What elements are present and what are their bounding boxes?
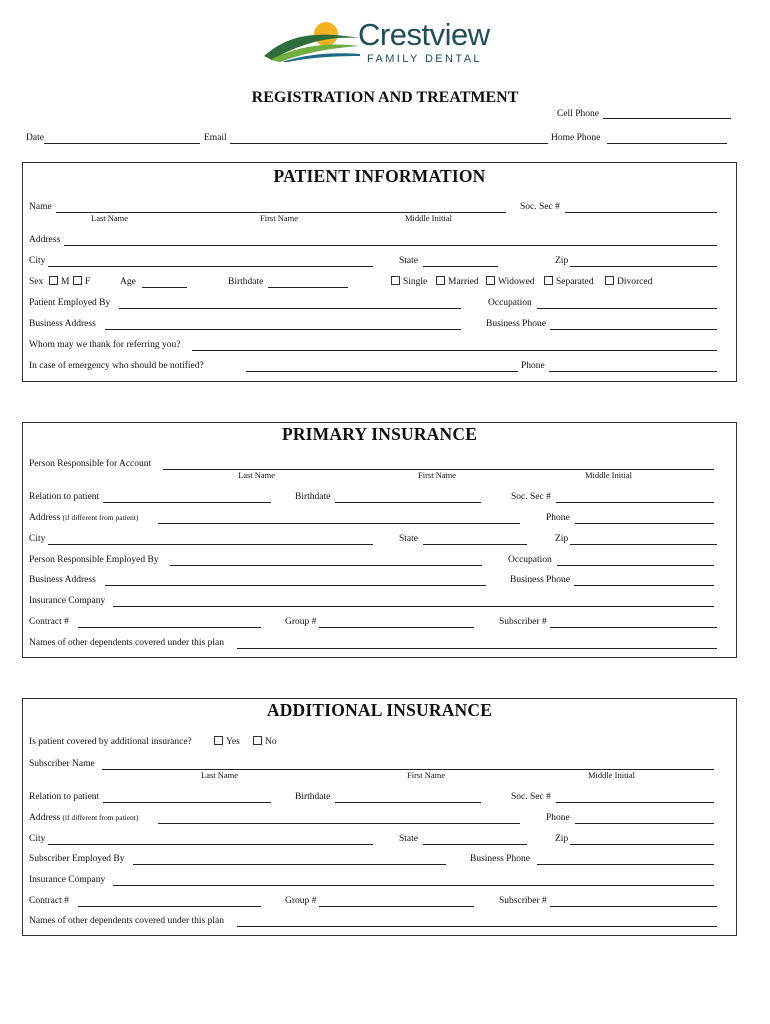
- zip-label: Zip: [555, 834, 569, 844]
- group-label: Group #: [285, 896, 317, 906]
- cell-phone-field[interactable]: [603, 118, 731, 119]
- separated-option[interactable]: Separated: [544, 276, 593, 288]
- emergency-label: In case of emergency who should be notified?: [29, 361, 204, 371]
- business-address-label: Business Address: [29, 319, 96, 329]
- state-field[interactable]: [423, 844, 527, 845]
- dependents-field[interactable]: [237, 926, 717, 927]
- city-field[interactable]: [48, 544, 373, 545]
- city-label: City: [29, 834, 46, 844]
- last-name-caption: Last Name: [201, 770, 239, 780]
- sex-m-option[interactable]: M: [49, 276, 69, 288]
- employed-by-label: Patient Employed By: [29, 298, 111, 308]
- relation-label: Relation to patient: [29, 492, 100, 502]
- age-label: Age: [120, 277, 136, 287]
- soc-sec-label: Soc. Sec #: [511, 492, 551, 502]
- emergency-phone-field[interactable]: [549, 371, 717, 372]
- patient-birthdate-field[interactable]: [268, 287, 348, 288]
- logo: [262, 14, 512, 72]
- last-name-caption: Last Name: [238, 470, 276, 480]
- business-phone-label: Business Phone: [486, 319, 546, 329]
- single-option[interactable]: Single: [391, 276, 427, 288]
- patient-soc-sec-field[interactable]: [565, 212, 717, 213]
- checkbox-icon[interactable]: [544, 276, 553, 285]
- name-label: Name: [29, 202, 52, 212]
- patient-section-title: PATIENT INFORMATION: [273, 166, 486, 186]
- date-field[interactable]: [44, 143, 200, 144]
- insurance-company-label: Insurance Company: [29, 875, 106, 885]
- logo-brand: Crestview: [358, 17, 490, 52]
- date-label: Date: [26, 133, 44, 143]
- patient-occupation-field[interactable]: [537, 308, 717, 309]
- dependents-label: Names of other dependents covered under this plan: [29, 916, 224, 926]
- checkbox-icon[interactable]: [49, 276, 58, 285]
- home-phone-label: Home Phone: [551, 133, 601, 143]
- patient-information-section: [22, 162, 737, 382]
- city-field[interactable]: [48, 844, 373, 845]
- checkbox-icon[interactable]: [73, 276, 82, 285]
- responsible-label: Person Responsible for Account: [29, 459, 152, 469]
- subscriber-field[interactable]: [550, 906, 717, 907]
- insurance-company-field[interactable]: [113, 606, 714, 607]
- group-field[interactable]: [319, 627, 474, 628]
- address-label: Address (if different from patient): [29, 513, 139, 523]
- dependents-label: Names of other dependents covered under this plan: [29, 638, 224, 648]
- address-label: Address: [29, 235, 61, 245]
- emergency-contact-field[interactable]: [246, 371, 518, 372]
- patient-state-field[interactable]: [423, 266, 498, 267]
- additional-insurance-section: [22, 698, 737, 936]
- covered-no-option[interactable]: No: [253, 736, 277, 748]
- state-field[interactable]: [423, 544, 527, 545]
- email-field[interactable]: [230, 143, 548, 144]
- first-name-caption: First Name: [260, 213, 299, 223]
- patient-business-address-field[interactable]: [105, 329, 461, 330]
- divorced-option[interactable]: Divorced: [605, 276, 652, 288]
- employed-by-label: Person Responsible Employed By: [29, 555, 159, 565]
- occupation-field[interactable]: [557, 565, 714, 566]
- email-label: Email: [204, 133, 227, 143]
- first-name-caption: First Name: [418, 470, 457, 480]
- birthdate-field[interactable]: [335, 802, 481, 803]
- additional-section-title: ADDITIONAL INSURANCE: [266, 700, 493, 720]
- contract-field[interactable]: [78, 906, 261, 907]
- subscriber-field[interactable]: [550, 627, 717, 628]
- relation-label: Relation to patient: [29, 792, 100, 802]
- cell-phone-label: Cell Phone: [557, 109, 599, 119]
- logo-tagline: FAMILY DENTAL: [367, 53, 482, 65]
- phone-field[interactable]: [575, 523, 714, 524]
- birthdate-label: Birthdate: [295, 492, 331, 502]
- sex-label: Sex: [29, 277, 44, 287]
- address-field[interactable]: [158, 823, 520, 824]
- patient-city-field[interactable]: [48, 266, 373, 267]
- occupation-label: Occupation: [508, 555, 552, 565]
- zip-label: Zip: [555, 534, 569, 544]
- zip-field[interactable]: [570, 844, 714, 845]
- middle-initial-caption: Middle Initial: [585, 470, 632, 480]
- business-phone-label: Business Phone: [510, 575, 570, 585]
- patient-age-field[interactable]: [142, 287, 187, 288]
- city-label: City: [29, 256, 46, 266]
- logo-mark-icon: [262, 16, 362, 62]
- page-title: REGISTRATION AND TREATMENT: [251, 89, 519, 106]
- state-label: State: [399, 834, 418, 844]
- zip-label: Zip: [555, 256, 569, 266]
- employed-by-label: Subscriber Employed By: [29, 854, 125, 864]
- sex-f-option[interactable]: F: [73, 276, 90, 288]
- soc-sec-label: Soc. Sec #: [520, 202, 560, 212]
- contract-field[interactable]: [78, 627, 261, 628]
- checkbox-icon[interactable]: [391, 276, 400, 285]
- occupation-label: Occupation: [488, 298, 532, 308]
- group-field[interactable]: [319, 906, 474, 907]
- covered-label: Is patient covered by additional insurance?: [29, 737, 192, 747]
- checkbox-icon[interactable]: [605, 276, 614, 285]
- phone-field[interactable]: [575, 823, 714, 824]
- subscriber-label: Subscriber #: [499, 896, 547, 906]
- contract-label: Contract #: [29, 896, 69, 906]
- middle-initial-caption: Middle Initial: [588, 770, 635, 780]
- checkbox-icon[interactable]: [486, 276, 495, 285]
- contract-label: Contract #: [29, 617, 69, 627]
- business-address-label: Business Address: [29, 575, 96, 585]
- home-phone-field[interactable]: [607, 143, 727, 144]
- dependents-field[interactable]: [237, 648, 717, 649]
- insurance-company-label: Insurance Company: [29, 596, 106, 606]
- employed-by-field[interactable]: [170, 565, 482, 566]
- address-field[interactable]: [158, 523, 520, 524]
- business-phone-field[interactable]: [574, 585, 714, 586]
- first-name-caption: First Name: [407, 770, 446, 780]
- address-label: Address (if different from patient): [29, 813, 139, 823]
- primary-insurance-section: [22, 422, 737, 658]
- state-label: State: [399, 534, 418, 544]
- patient-zip-field[interactable]: [570, 266, 717, 267]
- zip-field[interactable]: [570, 544, 717, 545]
- relation-field[interactable]: [103, 802, 271, 803]
- phone-label: Phone: [546, 813, 570, 823]
- business-phone-label: Business Phone: [470, 854, 530, 864]
- employed-by-field[interactable]: [133, 864, 446, 865]
- checkbox-icon[interactable]: [214, 736, 223, 745]
- last-name-caption: Last Name: [91, 213, 129, 223]
- patient-address-field[interactable]: [64, 245, 717, 246]
- checkbox-icon[interactable]: [436, 276, 445, 285]
- birthdate-label: Birthdate: [228, 277, 264, 287]
- referral-field[interactable]: [192, 350, 717, 351]
- referral-label: Whom may we thank for referring you?: [29, 340, 181, 350]
- checkbox-icon[interactable]: [253, 736, 262, 745]
- soc-sec-field[interactable]: [556, 802, 714, 803]
- soc-sec-field[interactable]: [556, 502, 714, 503]
- emergency-phone-label: Phone: [521, 361, 545, 371]
- state-label: State: [399, 256, 418, 266]
- business-address-field[interactable]: [105, 585, 486, 586]
- subscriber-label: Subscriber #: [499, 617, 547, 627]
- covered-yes-option[interactable]: Yes: [214, 736, 240, 748]
- group-label: Group #: [285, 617, 317, 627]
- city-label: City: [29, 534, 46, 544]
- patient-business-phone-field[interactable]: [550, 329, 717, 330]
- phone-label: Phone: [546, 513, 570, 523]
- middle-initial-caption: Middle Initial: [405, 213, 452, 223]
- widowed-option[interactable]: Widowed: [486, 276, 535, 288]
- soc-sec-label: Soc. Sec #: [511, 792, 551, 802]
- subscriber-name-label: Subscriber Name: [29, 759, 95, 769]
- birthdate-label: Birthdate: [295, 792, 331, 802]
- insurance-company-field[interactable]: [113, 885, 714, 886]
- business-phone-field[interactable]: [537, 864, 714, 865]
- patient-employed-by-field[interactable]: [119, 308, 461, 309]
- birthdate-field[interactable]: [335, 502, 481, 503]
- married-option[interactable]: Married: [436, 276, 479, 288]
- primary-section-title: PRIMARY INSURANCE: [281, 424, 478, 444]
- relation-field[interactable]: [103, 502, 271, 503]
